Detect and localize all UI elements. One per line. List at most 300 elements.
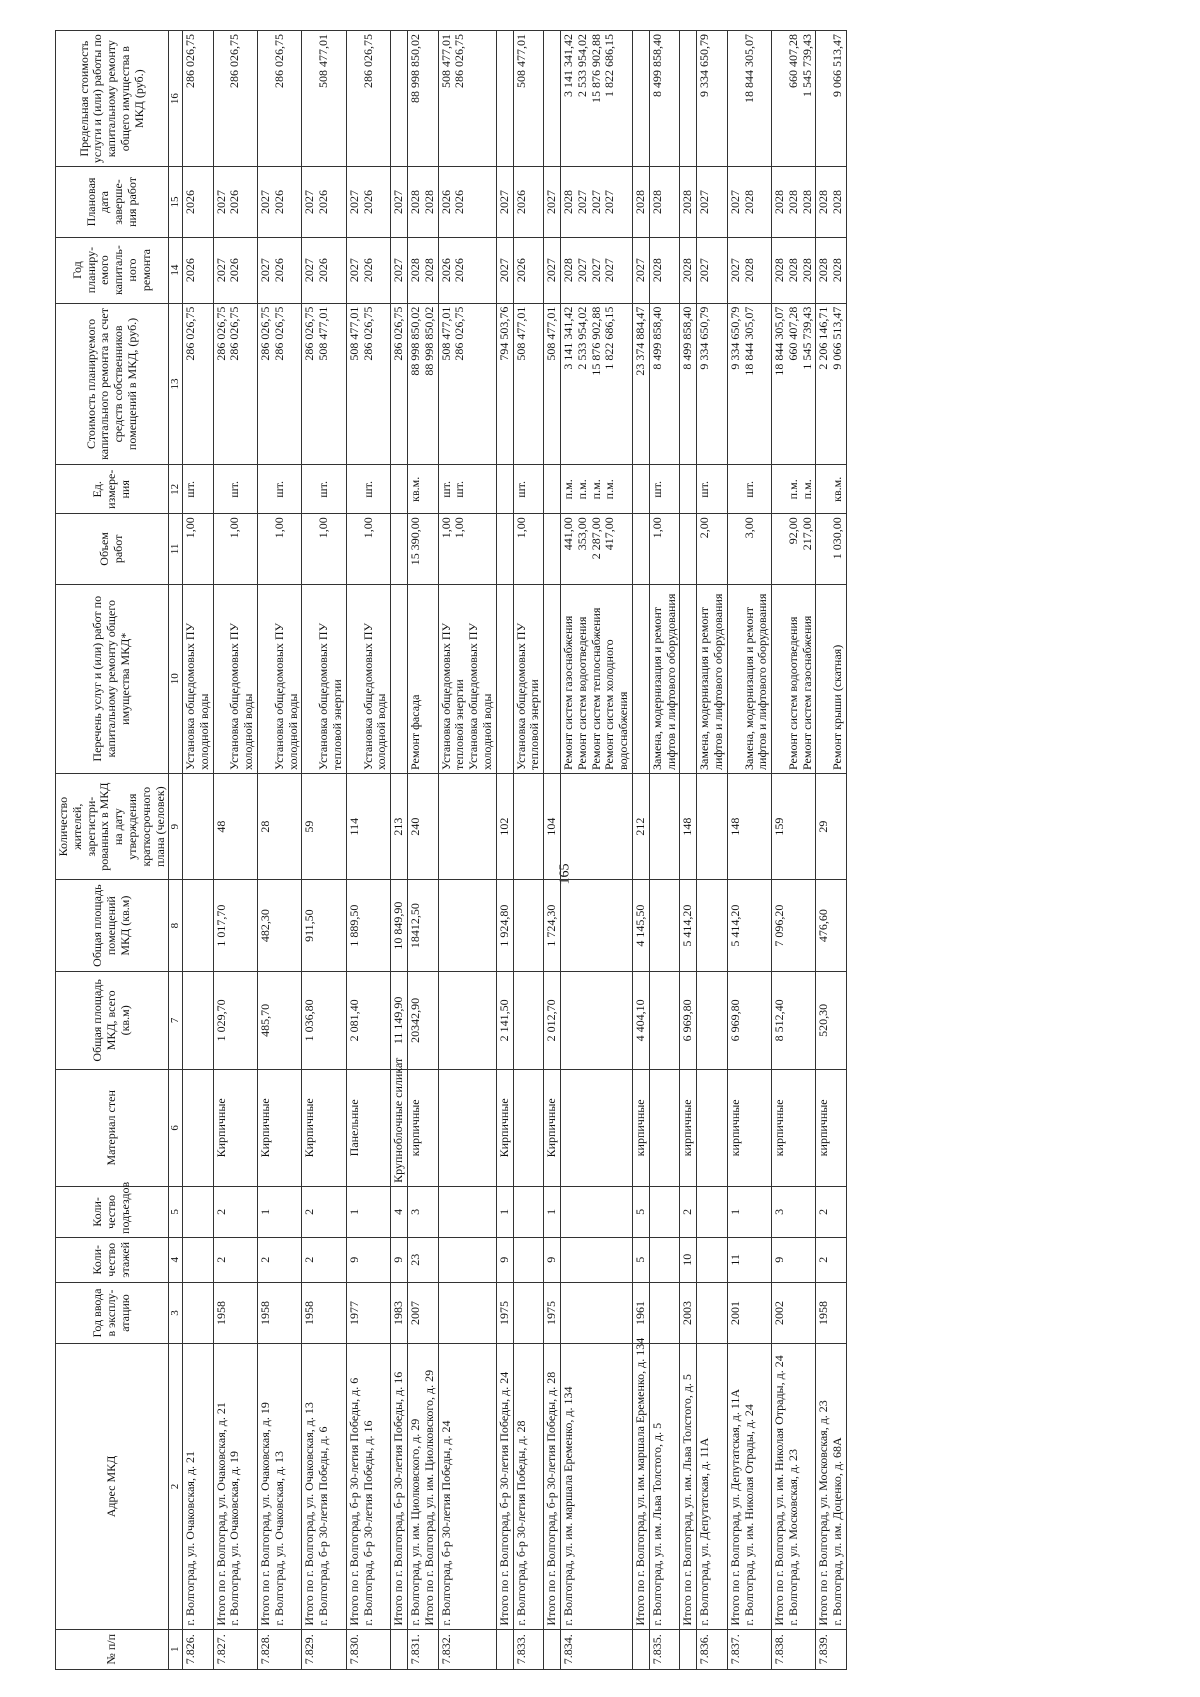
cell-line: 2028 bbox=[680, 189, 695, 214]
cell-entr bbox=[183, 1186, 214, 1237]
cell-entr: 4 bbox=[391, 1186, 408, 1237]
cell-line: Итого по г. Волгоград, ул. им. Льва Толстого, д. 5 bbox=[680, 1374, 695, 1626]
cell-line: г. Волгоград, ул. им. Льва Толстого, д. 5 bbox=[649, 1422, 664, 1626]
cell-entr: 1 bbox=[727, 1186, 771, 1237]
cell-line bbox=[817, 34, 831, 163]
cell-line: Замена, модернизация и ремонт лифтов и лифтового оборудования bbox=[741, 593, 770, 770]
cell-vol bbox=[346, 514, 390, 584]
cell-year: 1975 bbox=[544, 1282, 561, 1344]
cell-line: 2027 bbox=[574, 189, 589, 214]
cell-line: шт. bbox=[452, 481, 467, 498]
cell-line: 2026 bbox=[227, 258, 242, 283]
cell-line: 2028 bbox=[649, 189, 664, 214]
cell-unit bbox=[727, 465, 771, 514]
cell-line: 18 844 305,07 bbox=[741, 34, 756, 103]
cell-line bbox=[817, 588, 831, 770]
table-row bbox=[346, 31, 390, 1670]
cell-line: 88 998 850,02 bbox=[407, 306, 422, 376]
cell-vol bbox=[560, 514, 632, 584]
cell-year: 2007 bbox=[407, 1282, 438, 1344]
cell-plan bbox=[560, 237, 632, 303]
cell-works bbox=[496, 584, 513, 773]
cell-line: 1 030,00 bbox=[830, 517, 845, 560]
cell-line: Установка общедомовых ПУ холодной воды bbox=[466, 622, 494, 770]
cell-line: 2026 bbox=[452, 258, 467, 283]
cell-line bbox=[303, 34, 317, 163]
cell-entr: 1 bbox=[544, 1186, 561, 1237]
cell-vol bbox=[258, 514, 302, 584]
cell-line: г. Волгоград, ул. им. маршала Еременко, д. 134 bbox=[560, 1386, 575, 1626]
cell-entr: 2 bbox=[680, 1186, 697, 1237]
column-number: 13 bbox=[169, 303, 183, 465]
cell-no: 7.838. bbox=[772, 1629, 816, 1669]
column-header: Количество жителей, зарегистри-рованных в МКД на дату утверждения краткосрочного плана (человек) bbox=[56, 773, 169, 879]
cell-line bbox=[348, 468, 362, 510]
column-header: Объем работ bbox=[56, 514, 169, 584]
cell-line: 2027 bbox=[544, 189, 559, 214]
cell-area2 bbox=[183, 880, 214, 972]
cell-vol bbox=[438, 514, 496, 584]
cell-floors bbox=[649, 1237, 680, 1282]
cell-line bbox=[729, 468, 743, 510]
cell-year: 1975 bbox=[496, 1282, 513, 1344]
cell-area2: 1 724,30 bbox=[544, 880, 561, 972]
cell-limit bbox=[649, 31, 680, 167]
cell-line: 1,00 bbox=[513, 517, 528, 539]
cell-area2: 4 145,50 bbox=[632, 880, 649, 972]
cell-unit bbox=[302, 465, 346, 514]
cell-vol bbox=[727, 514, 771, 584]
cell-area: 1 029,70 bbox=[213, 971, 257, 1069]
cell-no: 7.837. bbox=[727, 1629, 771, 1669]
cell-plan bbox=[772, 237, 816, 303]
cell-line: 92,00 bbox=[785, 517, 800, 545]
cell-cost bbox=[407, 303, 438, 465]
cell-line: шт. bbox=[741, 481, 756, 498]
cell-no bbox=[544, 1629, 561, 1669]
cell-no: 7.834. bbox=[560, 1629, 632, 1669]
cell-no: 7.833. bbox=[513, 1629, 544, 1669]
cell-line bbox=[259, 468, 273, 510]
cell-no bbox=[391, 1629, 408, 1669]
cell-line: г. Волгоград, ул. Депутатская, д. 11А bbox=[697, 1437, 712, 1626]
cell-area2: 1 924,80 bbox=[496, 880, 513, 972]
cell-year bbox=[183, 1282, 214, 1344]
cell-res: 212 bbox=[632, 773, 649, 879]
cell-no: 7.829. bbox=[302, 1629, 346, 1669]
cell-walls: Панельные bbox=[346, 1069, 390, 1186]
cell-walls: Кирпичные bbox=[302, 1069, 346, 1186]
cell-line: 2028 bbox=[741, 189, 756, 214]
cell-addr bbox=[258, 1344, 302, 1629]
cell-end bbox=[697, 167, 728, 237]
cell-line: 286 026,75 bbox=[360, 34, 375, 88]
cell-no: 7.839. bbox=[816, 1629, 847, 1669]
cell-line: 23 374 884,47 bbox=[632, 306, 647, 376]
cell-cost bbox=[727, 303, 771, 465]
cell-line bbox=[392, 517, 406, 580]
cell-line: кв.м. bbox=[830, 476, 845, 502]
cell-line bbox=[634, 34, 648, 163]
cell-limit bbox=[183, 31, 214, 167]
cell-area2 bbox=[697, 880, 728, 972]
cell-line: 2027 bbox=[391, 258, 406, 283]
cell-line: г. Волгоград, ул. им. Николая Отрады, д. 24 bbox=[741, 1404, 756, 1626]
cell-line: 1 545 739,43 bbox=[799, 34, 814, 97]
cell-line: 2027 bbox=[496, 258, 511, 283]
cell-walls: кирпичные bbox=[816, 1069, 847, 1186]
cell-no bbox=[496, 1629, 513, 1669]
table-row bbox=[560, 31, 632, 1670]
cell-cost bbox=[544, 303, 561, 465]
cell-works bbox=[560, 584, 632, 773]
cell-area: 4 404,10 bbox=[632, 971, 649, 1069]
cell-area: 485,70 bbox=[258, 971, 302, 1069]
cell-unit bbox=[649, 465, 680, 514]
cell-line: 1 822 686,15 bbox=[602, 34, 617, 97]
cell-line: 660 407,28 bbox=[785, 306, 800, 361]
cell-line: 2028 bbox=[632, 189, 647, 214]
cell-year bbox=[513, 1282, 544, 1344]
cell-vol bbox=[816, 514, 847, 584]
cell-line: 2026 bbox=[438, 189, 453, 214]
cell-line: г. Волгоград, ул. им. Циолковского, д. 29 bbox=[407, 1418, 422, 1626]
cell-line: 1,00 bbox=[452, 517, 467, 539]
cell-line: 18 844 305,07 bbox=[741, 306, 756, 376]
cell-addr bbox=[680, 1344, 697, 1629]
cell-limit bbox=[513, 31, 544, 167]
cell-line: п.м. bbox=[799, 479, 814, 500]
cell-area2 bbox=[560, 880, 632, 972]
cell-line: шт. bbox=[513, 481, 528, 498]
table-row bbox=[680, 31, 697, 1670]
cell-end bbox=[649, 167, 680, 237]
cell-limit bbox=[302, 31, 346, 167]
rotated-table-container bbox=[55, 30, 1200, 1670]
cell-line bbox=[303, 517, 317, 580]
table-row bbox=[496, 31, 513, 1670]
cell-floors: 23 bbox=[407, 1237, 438, 1282]
cell-no: 7.828. bbox=[258, 1629, 302, 1669]
cell-plan bbox=[544, 237, 561, 303]
cell-line: Ремонт систем газоснабжения bbox=[799, 615, 814, 770]
cell-addr bbox=[346, 1344, 390, 1629]
cell-end bbox=[816, 167, 847, 237]
cell-line: Итого по г. Волгоград, ул. Очаковская, д. 13 bbox=[302, 1402, 317, 1626]
cell-res bbox=[560, 773, 632, 879]
cell-addr bbox=[213, 1344, 257, 1629]
header-row bbox=[56, 31, 169, 1670]
column-header: Ед. измере-ния bbox=[56, 465, 169, 514]
cell-line bbox=[348, 34, 362, 163]
cell-cost bbox=[183, 303, 214, 465]
cell-works bbox=[346, 584, 390, 773]
cell-walls: Кирпичные bbox=[496, 1069, 513, 1186]
cell-line bbox=[259, 517, 273, 580]
cell-addr bbox=[183, 1344, 214, 1629]
cell-works bbox=[772, 584, 816, 773]
page-number: 165 bbox=[557, 863, 573, 885]
cell-line bbox=[773, 517, 787, 580]
cell-area: 8 512,40 bbox=[772, 971, 816, 1069]
cell-line: шт. bbox=[438, 481, 453, 498]
cell-end bbox=[544, 167, 561, 237]
cell-line: 1,00 bbox=[360, 517, 375, 539]
cell-line: Итого по г. Волгоград, ул. им. Циолковского, д. 29 bbox=[421, 1369, 436, 1626]
cell-line: кв.м. bbox=[407, 476, 422, 502]
cell-year: 1983 bbox=[391, 1282, 408, 1344]
cell-line: г. Волгоград, ул. Очаковская, д. 19 bbox=[227, 1450, 242, 1626]
cell-vol bbox=[513, 514, 544, 584]
cell-line: шт. bbox=[227, 481, 242, 498]
cell-line: 2026 bbox=[513, 189, 528, 214]
cell-line: 8 499 858,40 bbox=[680, 306, 695, 370]
cell-cost bbox=[649, 303, 680, 465]
cell-end bbox=[346, 167, 390, 237]
cell-year: 1958 bbox=[258, 1282, 302, 1344]
cell-line: 2 206 146,71 bbox=[816, 306, 831, 370]
cell-line: 794 503,76 bbox=[496, 306, 511, 361]
cell-unit bbox=[772, 465, 816, 514]
cell-area: 2 081,40 bbox=[346, 971, 390, 1069]
table-row bbox=[727, 31, 771, 1670]
cell-end bbox=[302, 167, 346, 237]
cell-line: 508 477,01 bbox=[544, 306, 559, 361]
cell-line: 508 477,01 bbox=[438, 34, 453, 88]
cell-line: 2027 bbox=[496, 189, 511, 214]
cell-res bbox=[438, 773, 496, 879]
cell-line: 2026 bbox=[183, 258, 198, 283]
cell-unit bbox=[632, 465, 649, 514]
cell-line bbox=[498, 468, 512, 510]
cell-line: 2028 bbox=[680, 258, 695, 283]
cell-walls bbox=[560, 1069, 632, 1186]
cell-entr: 2 bbox=[302, 1186, 346, 1237]
cell-res: 59 bbox=[302, 773, 346, 879]
cell-year bbox=[649, 1282, 680, 1344]
cell-line: 2,00 bbox=[697, 517, 712, 539]
cell-no: 7.826. bbox=[183, 1629, 214, 1669]
cell-area bbox=[438, 971, 496, 1069]
cell-end bbox=[213, 167, 257, 237]
cell-line bbox=[545, 34, 559, 163]
cell-line: 1,00 bbox=[227, 517, 242, 539]
column-header: Адрес МКД bbox=[56, 1344, 169, 1629]
column-number: 8 bbox=[169, 880, 183, 972]
cell-walls: кирпичные bbox=[632, 1069, 649, 1186]
cell-unit bbox=[438, 465, 496, 514]
cell-area2: 10 849,90 bbox=[391, 880, 408, 972]
column-header: Коли-чество этажей bbox=[56, 1237, 169, 1282]
cell-line: 1,00 bbox=[649, 517, 664, 539]
cell-line: 2028 bbox=[407, 258, 422, 283]
cell-unit bbox=[816, 465, 847, 514]
cell-res: 148 bbox=[680, 773, 697, 879]
cell-line: Установка общедомовых ПУ тепловой энергии bbox=[316, 622, 344, 770]
cell-line: 2027 bbox=[574, 258, 589, 283]
cell-walls bbox=[183, 1069, 214, 1186]
cell-res: 104 bbox=[544, 773, 561, 879]
cell-floors bbox=[697, 1237, 728, 1282]
cell-addr bbox=[544, 1344, 561, 1629]
cell-line: 2027 bbox=[213, 258, 228, 283]
cell-line: г. Волгоград, б-р 30-летия Победы, д. 16 bbox=[360, 1420, 375, 1626]
column-header: Коли-чество подъездов bbox=[56, 1186, 169, 1237]
cell-line: 2026 bbox=[271, 189, 286, 214]
cell-unit bbox=[560, 465, 632, 514]
cell-line: г. Волгоград, ул. Очаковская, д. 13 bbox=[271, 1450, 286, 1626]
cell-line: Установка общедомовых ПУ тепловой энергии bbox=[438, 622, 467, 770]
cell-line: 1,00 bbox=[271, 517, 286, 539]
cell-limit bbox=[496, 31, 513, 167]
cell-line: 2028 bbox=[741, 258, 756, 283]
cell-line: 88 998 850,02 bbox=[407, 34, 422, 103]
column-number: 15 bbox=[169, 167, 183, 237]
cell-unit bbox=[697, 465, 728, 514]
cell-line bbox=[545, 588, 559, 770]
cell-cost bbox=[496, 303, 513, 465]
cell-line: 2026 bbox=[316, 189, 331, 214]
table-row bbox=[772, 31, 816, 1670]
cell-line: Итого по г. Волгоград, б-р 30-летия Победы, д. 24 bbox=[496, 1371, 511, 1626]
column-header: Материал стен bbox=[56, 1069, 169, 1186]
cell-line: 286 026,75 bbox=[302, 306, 317, 361]
cell-line: 2027 bbox=[727, 258, 742, 283]
cell-line: 15 876 902,88 bbox=[588, 34, 603, 103]
cell-cost bbox=[302, 303, 346, 465]
cell-area2: 5 414,20 bbox=[727, 880, 771, 972]
cell-line: г. Волгоград, ул. Московская, д. 23 bbox=[785, 1448, 800, 1626]
cell-line: 2027 bbox=[632, 258, 647, 283]
table-row bbox=[302, 31, 346, 1670]
cell-walls bbox=[697, 1069, 728, 1186]
cell-line: шт. bbox=[183, 481, 198, 498]
cell-res bbox=[697, 773, 728, 879]
cell-works bbox=[649, 584, 680, 773]
cell-line: 3 141 341,42 bbox=[560, 34, 575, 97]
cell-no: 7.830. bbox=[346, 1629, 390, 1669]
cell-year: 1958 bbox=[816, 1282, 847, 1344]
cell-entr bbox=[560, 1186, 632, 1237]
column-number: 2 bbox=[169, 1344, 183, 1629]
cell-line: Ремонт систем холодного водоснабжения bbox=[602, 639, 631, 770]
cell-area bbox=[697, 971, 728, 1069]
cell-addr bbox=[407, 1344, 438, 1629]
cell-area2: 482,30 bbox=[258, 880, 302, 972]
cell-cost bbox=[346, 303, 390, 465]
cell-line: 2028 bbox=[772, 189, 787, 214]
cell-line bbox=[498, 517, 512, 580]
cell-plan bbox=[258, 237, 302, 303]
cell-unit bbox=[513, 465, 544, 514]
cell-works bbox=[258, 584, 302, 773]
cell-line bbox=[773, 588, 787, 770]
cell-cost bbox=[258, 303, 302, 465]
column-header: Плановая дата заверше-ния работ bbox=[56, 167, 169, 237]
cell-line: 2028 bbox=[560, 189, 575, 214]
cell-line: п.м. bbox=[785, 479, 800, 500]
cell-walls bbox=[513, 1069, 544, 1186]
cell-walls: кирпичные bbox=[772, 1069, 816, 1186]
table-row bbox=[258, 31, 302, 1670]
cell-line bbox=[215, 588, 229, 770]
cell-line bbox=[634, 517, 648, 580]
cell-line: 508 477,01 bbox=[316, 34, 331, 88]
cell-entr: 1 bbox=[496, 1186, 513, 1237]
cell-line: п.м. bbox=[574, 479, 589, 500]
cell-line: 1 545 739,43 bbox=[799, 306, 814, 370]
cell-addr bbox=[697, 1344, 728, 1629]
cell-works bbox=[816, 584, 847, 773]
column-number: 16 bbox=[169, 31, 183, 167]
cell-addr bbox=[302, 1344, 346, 1629]
cell-line: 286 026,75 bbox=[271, 34, 286, 88]
cell-line: 353,00 bbox=[574, 517, 589, 551]
cell-walls bbox=[649, 1069, 680, 1186]
cell-no: 7.832. bbox=[438, 1629, 496, 1669]
cell-limit bbox=[680, 31, 697, 167]
cell-unit bbox=[680, 465, 697, 514]
cell-line bbox=[773, 468, 787, 510]
cell-works bbox=[632, 584, 649, 773]
cell-area: 2 141,50 bbox=[496, 971, 513, 1069]
cell-plan bbox=[183, 237, 214, 303]
cell-walls: кирпичные bbox=[680, 1069, 697, 1186]
cell-line: 2028 bbox=[407, 189, 422, 214]
cell-line bbox=[215, 517, 229, 580]
cell-year: 2002 bbox=[772, 1282, 816, 1344]
cell-end bbox=[407, 167, 438, 237]
cell-line: Ремонт систем водоотведения bbox=[574, 616, 589, 770]
cell-res bbox=[513, 773, 544, 879]
cell-cost bbox=[438, 303, 496, 465]
cell-no bbox=[632, 1629, 649, 1669]
cell-no: 7.827. bbox=[213, 1629, 257, 1669]
cell-unit bbox=[346, 465, 390, 514]
cell-line: Установка общедомовых ПУ холодной воды bbox=[183, 622, 211, 770]
cell-line: 508 477,01 bbox=[346, 306, 361, 361]
cell-floors bbox=[438, 1237, 496, 1282]
cell-area: 2 012,70 bbox=[544, 971, 561, 1069]
cell-line: г. Волгоград, ул. им. Доценко, д. 68А bbox=[830, 1437, 845, 1626]
cell-res: 29 bbox=[816, 773, 847, 879]
cell-line: Замена, модернизация и ремонт лифтов и лифтового оборудования bbox=[649, 593, 678, 770]
cell-limit bbox=[544, 31, 561, 167]
cell-line: 2028 bbox=[560, 258, 575, 283]
cell-walls bbox=[438, 1069, 496, 1186]
cell-line: 217,00 bbox=[799, 517, 814, 551]
cell-line: 2026 bbox=[360, 258, 375, 283]
cell-line: 2 287,00 bbox=[588, 517, 603, 560]
cell-line: 2027 bbox=[544, 258, 559, 283]
cell-works bbox=[407, 584, 438, 773]
cell-addr bbox=[391, 1344, 408, 1629]
cell-line: 2027 bbox=[391, 189, 406, 214]
column-header: Год планиру-емого капиталь-ного ремонта bbox=[56, 237, 169, 303]
cell-addr bbox=[649, 1344, 680, 1629]
cell-entr: 2 bbox=[213, 1186, 257, 1237]
table-row bbox=[816, 31, 847, 1670]
column-number: 9 bbox=[169, 773, 183, 879]
cell-line: 417,00 bbox=[602, 517, 617, 551]
cell-limit bbox=[407, 31, 438, 167]
cell-plan bbox=[346, 237, 390, 303]
cell-entr bbox=[649, 1186, 680, 1237]
cell-line: 2028 bbox=[785, 258, 800, 283]
cell-vol bbox=[544, 514, 561, 584]
cell-line: 286 026,75 bbox=[271, 306, 286, 361]
cell-cost bbox=[816, 303, 847, 465]
